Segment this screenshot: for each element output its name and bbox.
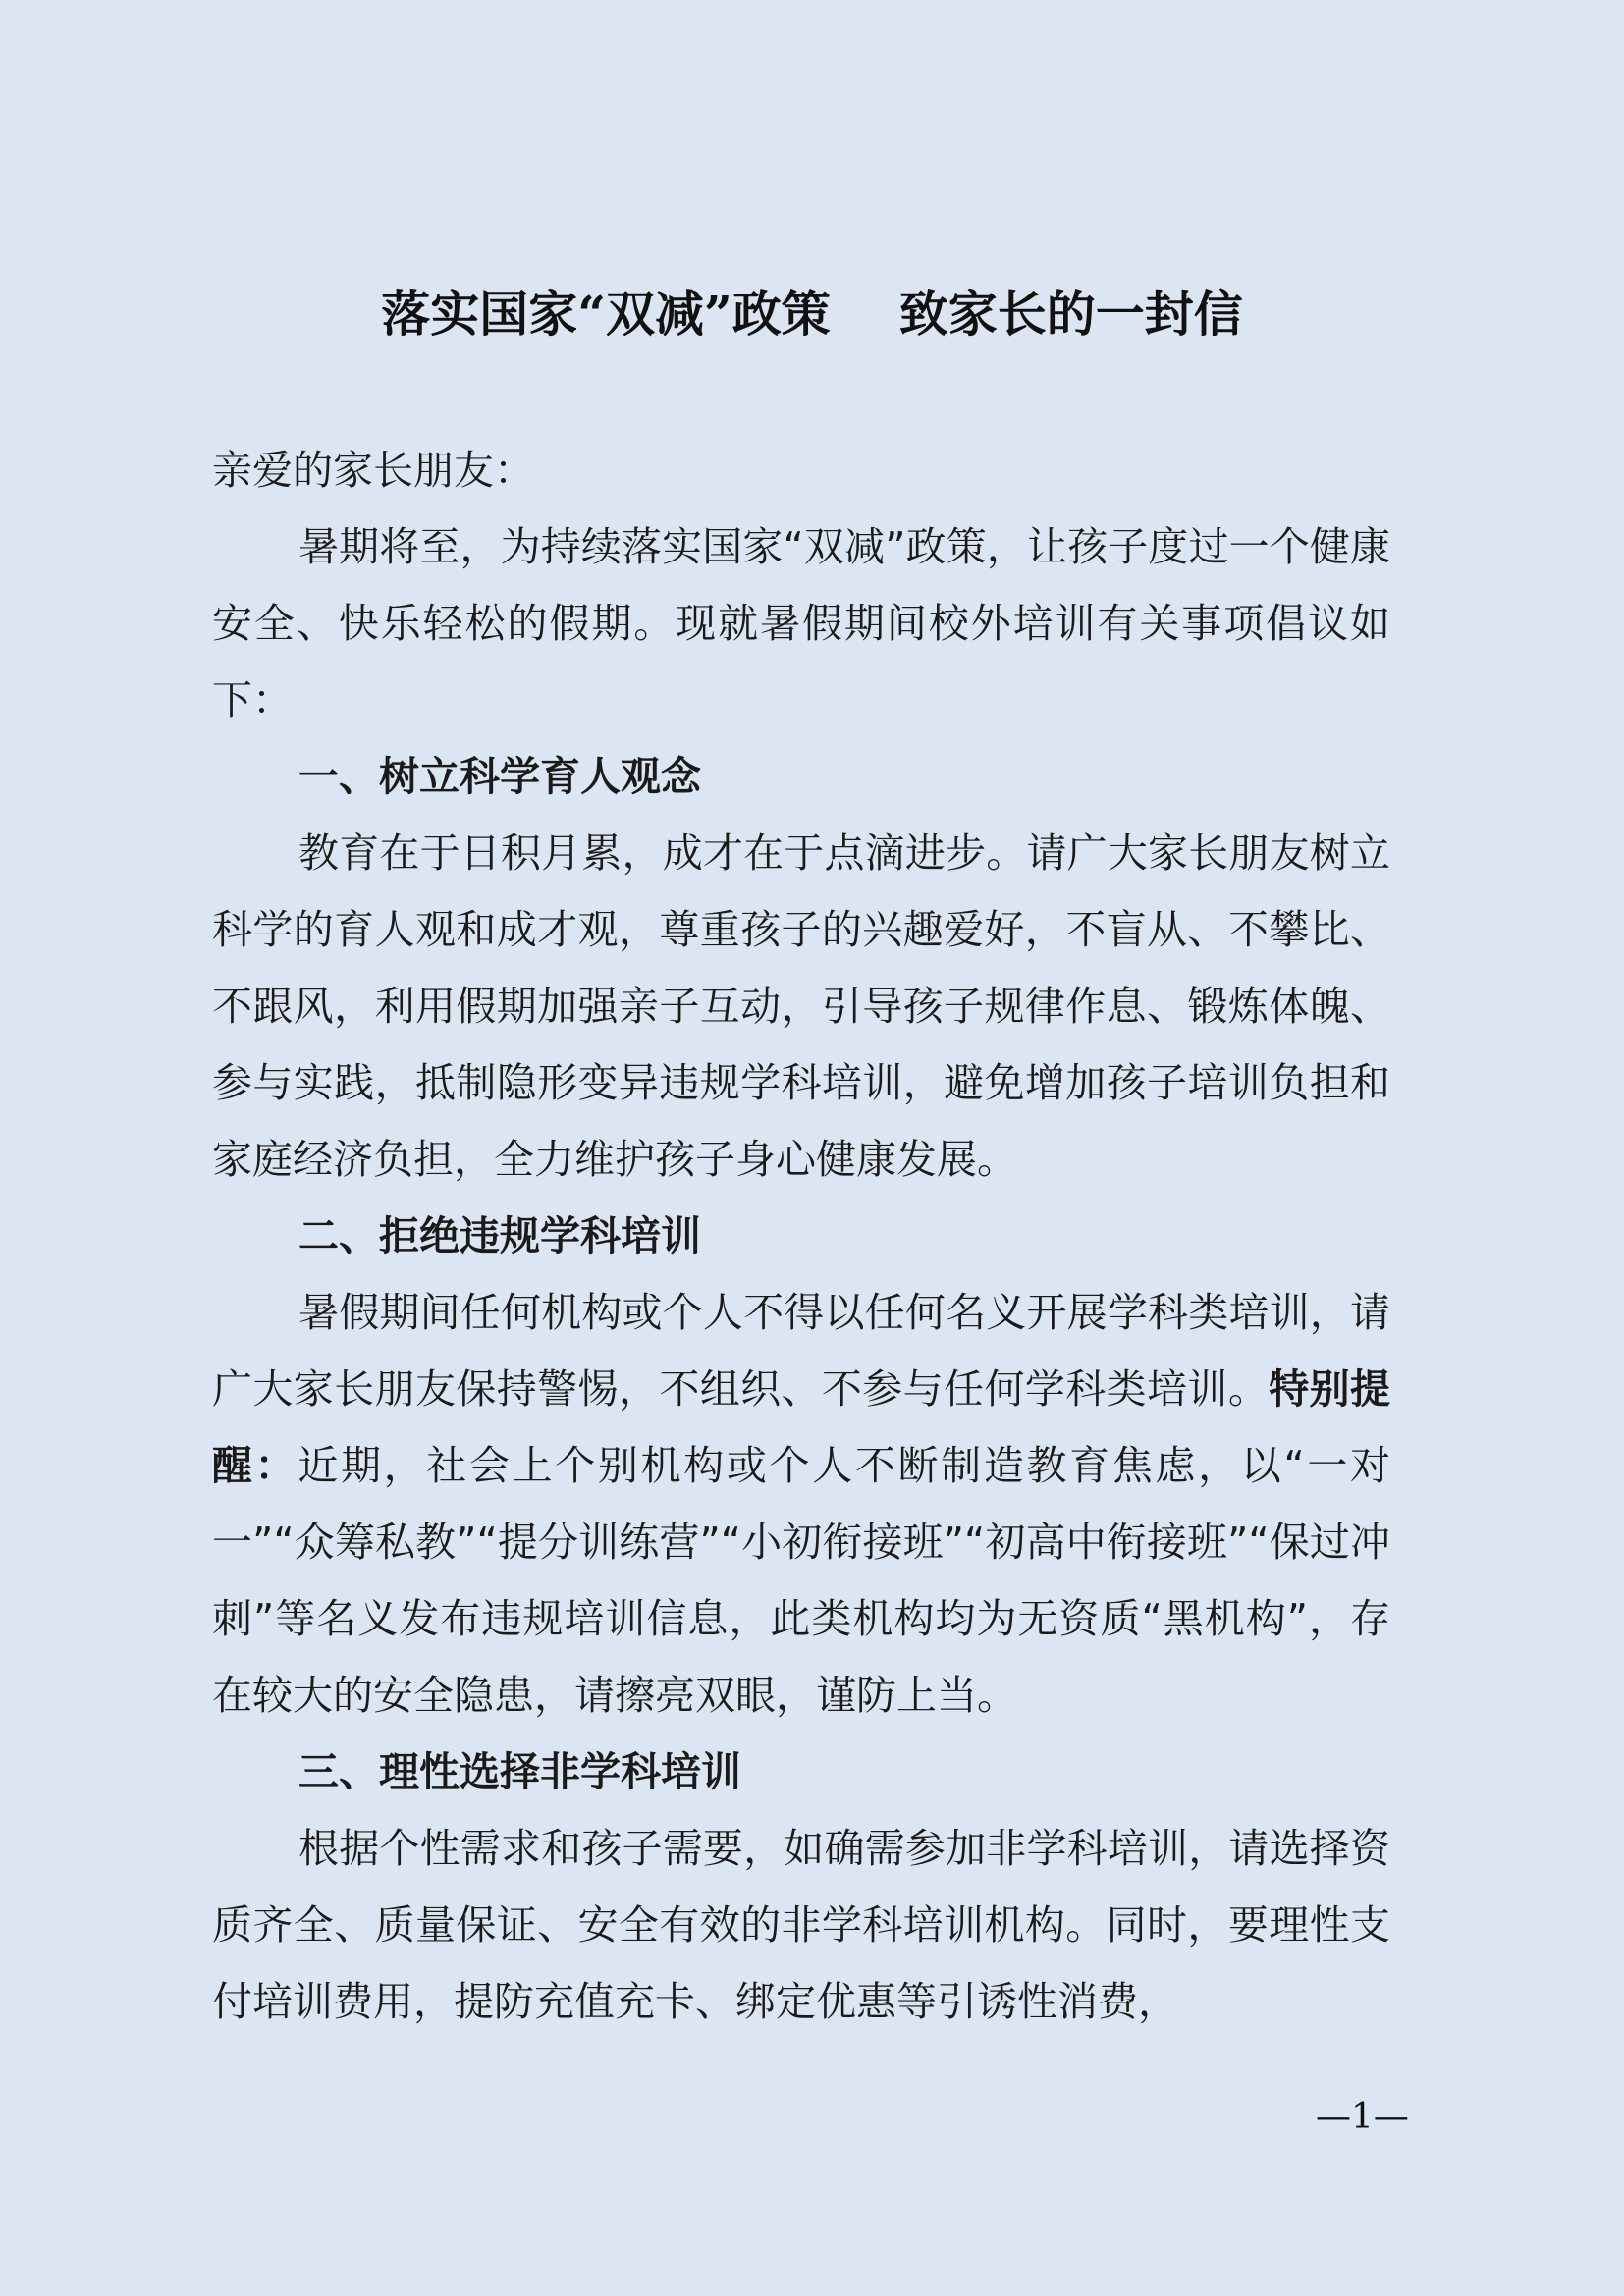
section-2-heading: 二、拒绝违规学科培训: [298, 1212, 701, 1259]
letter-body: [212, 432, 1390, 2040]
title-part-2: 致家长的一封信: [898, 285, 1243, 343]
page-title: [0, 280, 1624, 348]
section-2-paragraph: [212, 1274, 1390, 1734]
page-number: —1—: [1316, 2097, 1409, 2137]
special-reminder-label: 特别提醒：: [212, 1365, 1391, 1489]
section-1-heading: 一、树立科学育人观念: [298, 753, 701, 800]
section-3-paragraph: 根据个性需求和孩子需要，如确需参加非学科培训，请选择资质齐全、质量保证、安全有效的非学科培训机构。同时，要理性支付培训费用，提防充值充卡、绑定优惠等引诱性消费，: [212, 1825, 1390, 2025]
title-part-1: 落实国家“双减”政策: [381, 285, 831, 343]
section-2-text: 暑假期间任何机构或个人不得以任何名义开展学科类培训，请广大家长朋友保持警惕，不组织、不参与任何学科类培训。: [212, 1289, 1390, 1413]
section-2-text-after: 近期，社会上个别机构或个人不断制造教育焦虑，以“一对一”“众筹私教”“提分训练营”“小初衔接班”“初高中衔接班”“保过冲刺”等名义发布违规培训信息，此类机构均为无资质“黑机构”，存在较大的安全隐患，请擦亮双眼，谨防上当。: [212, 1442, 1391, 1719]
salutation: 亲爱的家长朋友：: [212, 447, 534, 494]
intro-paragraph: 暑期将至，为持续落实国家“双减”政策，让孩子度过一个健康安全、快乐轻松的假期。现就暑假期间校外培训有关事项倡议如下：: [212, 523, 1390, 723]
section-3-heading: 三、理性选择非学科培训: [298, 1748, 741, 1795]
section-1-paragraph: 教育在于日积月累，成才在于点滴进步。请广大家长朋友树立科学的育人观和成才观，尊重孩子的兴趣爱好，不盲从、不攀比、不跟风，利用假期加强亲子互动，引导孩子规律作息、锻炼体魄、参与实践，抵制隐形变异违规学科培训，避免增加孩子培训负担和家庭经济负担，全力维护孩子身心健康发展。: [212, 829, 1390, 1183]
